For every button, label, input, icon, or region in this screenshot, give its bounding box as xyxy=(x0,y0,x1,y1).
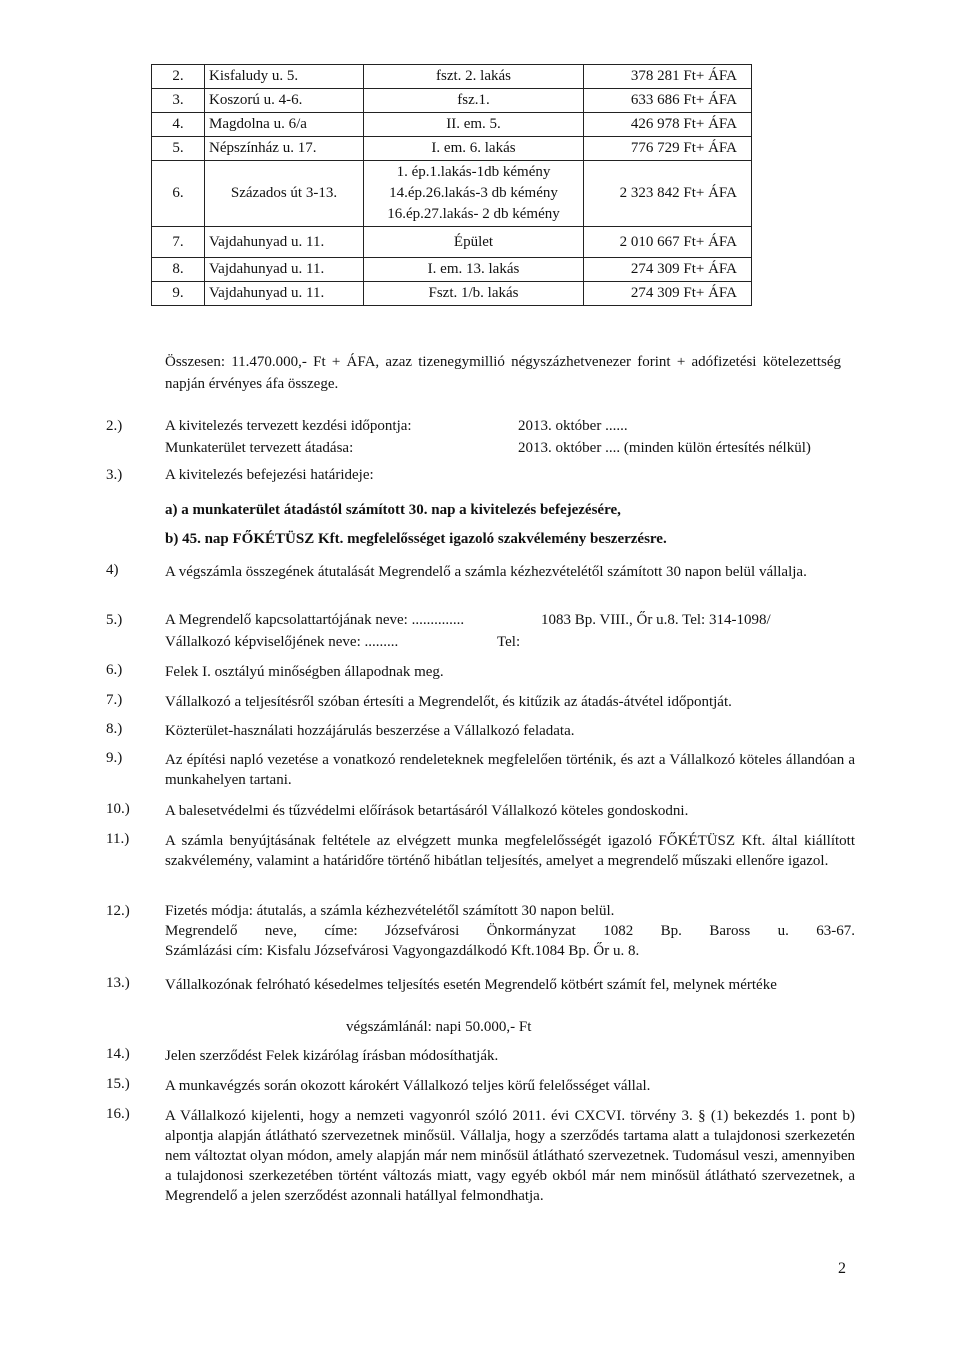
table-row xyxy=(152,89,752,113)
section-text: A balesetvédelmi és tűzvédelmi előírások betartásáról Vállalkozó köteles gondoskodni. xyxy=(165,803,689,819)
row-price: 2 323 842 Ft+ ÁFA xyxy=(584,161,752,227)
section-text: Felek I. osztályú minőségben állapodnak meg. xyxy=(165,664,444,680)
penalty-rate: végszámlánál: napi 50.000,- Ft xyxy=(346,1019,532,1035)
section-number: 4) xyxy=(106,562,119,578)
row-price: 2 010 667 Ft+ ÁFA xyxy=(584,227,752,258)
row-unit: Fszt. 1/b. lakás xyxy=(364,282,584,306)
start-label: A kivitelezés tervezett kezdési időpontja: xyxy=(165,418,412,434)
contact-label: A Megrendelő kapcsolattartójának neve: .............. xyxy=(165,612,465,628)
unit-line: 1. ép.1.lakás-1db kémény xyxy=(396,164,551,180)
row-address: Koszorú u. 4-6. xyxy=(205,89,364,113)
section-text: A számla benyújtásának feltétele az elvégzett munka megfelelősségét igazoló FŐKÉTÜSZ Kft. által kiállított szakvélemény, valamint a határidőre történő hibátlan teljesítés, amelyet a megrendelő műszaki ellenőre igazol. xyxy=(165,833,855,869)
section-text: Jelen szerződést Felek kizárólag írásban módosíthatják. xyxy=(165,1048,499,1064)
row-unit: fsz.1. xyxy=(364,89,584,113)
row-number: 7. xyxy=(152,227,205,258)
row-unit: I. em. 13. lakás xyxy=(364,258,584,282)
row-number: 9. xyxy=(152,282,205,306)
section-number: 11.) xyxy=(106,831,130,847)
row-number: 2. xyxy=(152,65,205,89)
start-value: 2013. október ...... xyxy=(518,418,628,434)
deadline-a: a) a munkaterület átadástól számított 30. nap a kivitelezés befejezésére, xyxy=(165,502,621,518)
handover-value: 2013. október .... (minden külön értesítés nélkül) xyxy=(518,440,811,456)
section-number: 13.) xyxy=(106,975,130,991)
section-number: 5.) xyxy=(106,612,123,628)
works-table xyxy=(151,64,752,306)
row-address: Vajdahunyad u. 11. xyxy=(205,258,364,282)
page-number: 2 xyxy=(838,1260,846,1277)
row-address: Vajdahunyad u. 11. xyxy=(205,282,364,306)
section-text: Vállalkozó a teljesítésről szóban értesíti a Megrendelőt, és kitűzik az átadás-átvétel időpontját. xyxy=(165,694,732,710)
total-paragraph: Összesen: 11.470.000,- Ft + ÁFA, azaz tizenegymillió négyszázhetvenezer forint + adófizetési kötelezettség napján érvényes áfa összege. xyxy=(165,354,841,392)
section-text: Az építési napló vezetése a vonatkozó rendeleteknek megfelelően történik, és azt a Vállalkozó köteles állandóan a munkahelyen tartani. xyxy=(165,752,855,788)
table-row xyxy=(152,137,752,161)
row-unit: Épület xyxy=(364,227,584,258)
row-price: 378 281 Ft+ ÁFA xyxy=(584,65,752,89)
row-address: Magdolna u. 6/a xyxy=(205,113,364,137)
table-row xyxy=(152,227,752,258)
row-number: 6. xyxy=(152,161,205,227)
section-number: 10.) xyxy=(106,801,130,817)
deadline-b: b) 45. nap FŐKÉTÜSZ Kft. megfelelősséget igazoló szakvélemény beszerzésre. xyxy=(165,531,667,547)
row-price: 633 686 Ft+ ÁFA xyxy=(584,89,752,113)
section-number: 12.) xyxy=(106,903,130,919)
section-number: 6.) xyxy=(106,662,123,678)
row-unit xyxy=(364,161,584,227)
row-unit: I. em. 6. lakás xyxy=(364,137,584,161)
section-number: 3.) xyxy=(106,467,123,483)
row-number: 4. xyxy=(152,113,205,137)
table-row xyxy=(152,65,752,89)
table-row xyxy=(152,282,752,306)
works-table-body xyxy=(152,65,752,306)
representative-label: Vállalkozó képviselőjének neve: ......... xyxy=(165,634,399,650)
client-name-address: Megrendelő neve, címe: Józsefvárosi Önkormányzat 1082 Bp. Baross u. 63-67. xyxy=(165,923,855,939)
payment-method: Fizetés módja: átutalás, a számla kézhezvételétől számított 30 napon belül. xyxy=(165,903,615,919)
section-text: A Vállalkozó kijelenti, hogy a nemzeti vagyonról szóló 2011. évi CXCVI. törvény 3. § (1) bekezdés 1. pont b) alpontja alapján átlátható szervezetnek minősül. Vállalja, hogy a szerződés tartama alatt a tulajdonosi szerkezetén nem változtat olyan módon, amely alapján már nem minősül átlátható szervezetnek. Tudomásul veszi, amennyiben a tulajdonosi szerkezetében történt változás miatt, vagy egyéb okból már nem minősül átlátható szervezetnek, a Megrendelő a jelen szerződést azonnali hatállyal felmondhatja. xyxy=(165,1108,855,1204)
row-address: Százados út 3-13. xyxy=(205,161,364,227)
row-address: Vajdahunyad u. 11. xyxy=(205,227,364,258)
row-number: 5. xyxy=(152,137,205,161)
section-number: 2.) xyxy=(106,418,123,434)
section-number: 9.) xyxy=(106,750,123,766)
row-address: Népszínház u. 17. xyxy=(205,137,364,161)
section-number: 8.) xyxy=(106,721,123,737)
section-text: Vállalkozónak felróható késedelmes teljesítés esetén Megrendelő kötbért számít fel, melynek mértéke xyxy=(165,977,777,993)
table-row xyxy=(152,113,752,137)
section-number: 14.) xyxy=(106,1046,130,1062)
handover-label: Munkaterület tervezett átadása: xyxy=(165,440,354,456)
unit-line: 16.ép.27.lakás- 2 db kémény xyxy=(387,206,560,222)
section-text: A munkavégzés során okozott károkért Vállalkozó teljes körű felelősséget vállal. xyxy=(165,1078,651,1094)
deadline-label: A kivitelezés befejezési határideje: xyxy=(165,467,374,483)
row-unit: II. em. 5. xyxy=(364,113,584,137)
section-number: 7.) xyxy=(106,692,123,708)
section-number: 15.) xyxy=(106,1076,130,1092)
row-unit: fszt. 2. lakás xyxy=(364,65,584,89)
section-text: Közterület-használati hozzájárulás beszerzése a Vállalkozó feladata. xyxy=(165,723,575,739)
row-address: Kisfaludy u. 5. xyxy=(205,65,364,89)
section-number: 16.) xyxy=(106,1106,130,1122)
row-price: 274 309 Ft+ ÁFA xyxy=(584,258,752,282)
row-price: 776 729 Ft+ ÁFA xyxy=(584,137,752,161)
row-number: 3. xyxy=(152,89,205,113)
table-row xyxy=(152,161,752,227)
row-price: 426 978 Ft+ ÁFA xyxy=(584,113,752,137)
row-number: 8. xyxy=(152,258,205,282)
unit-line: 14.ép.26.lakás-3 db kémény xyxy=(389,185,558,201)
contact-value: 1083 Bp. VIII., Őr u.8. Tel: 314-1098/ xyxy=(541,612,771,628)
representative-value: Tel: xyxy=(497,634,521,650)
table-row xyxy=(152,258,752,282)
section-text: A végszámla összegének átutalását Megrendelő a számla kézhezvételétől számított 30 napon belül vállalja. xyxy=(165,564,807,580)
billing-address: Számlázási cím: Kisfalu Józsefvárosi Vagyongazdálkodó Kft.1084 Bp. Őr u. 8. xyxy=(165,943,640,959)
row-price: 274 309 Ft+ ÁFA xyxy=(584,282,752,306)
